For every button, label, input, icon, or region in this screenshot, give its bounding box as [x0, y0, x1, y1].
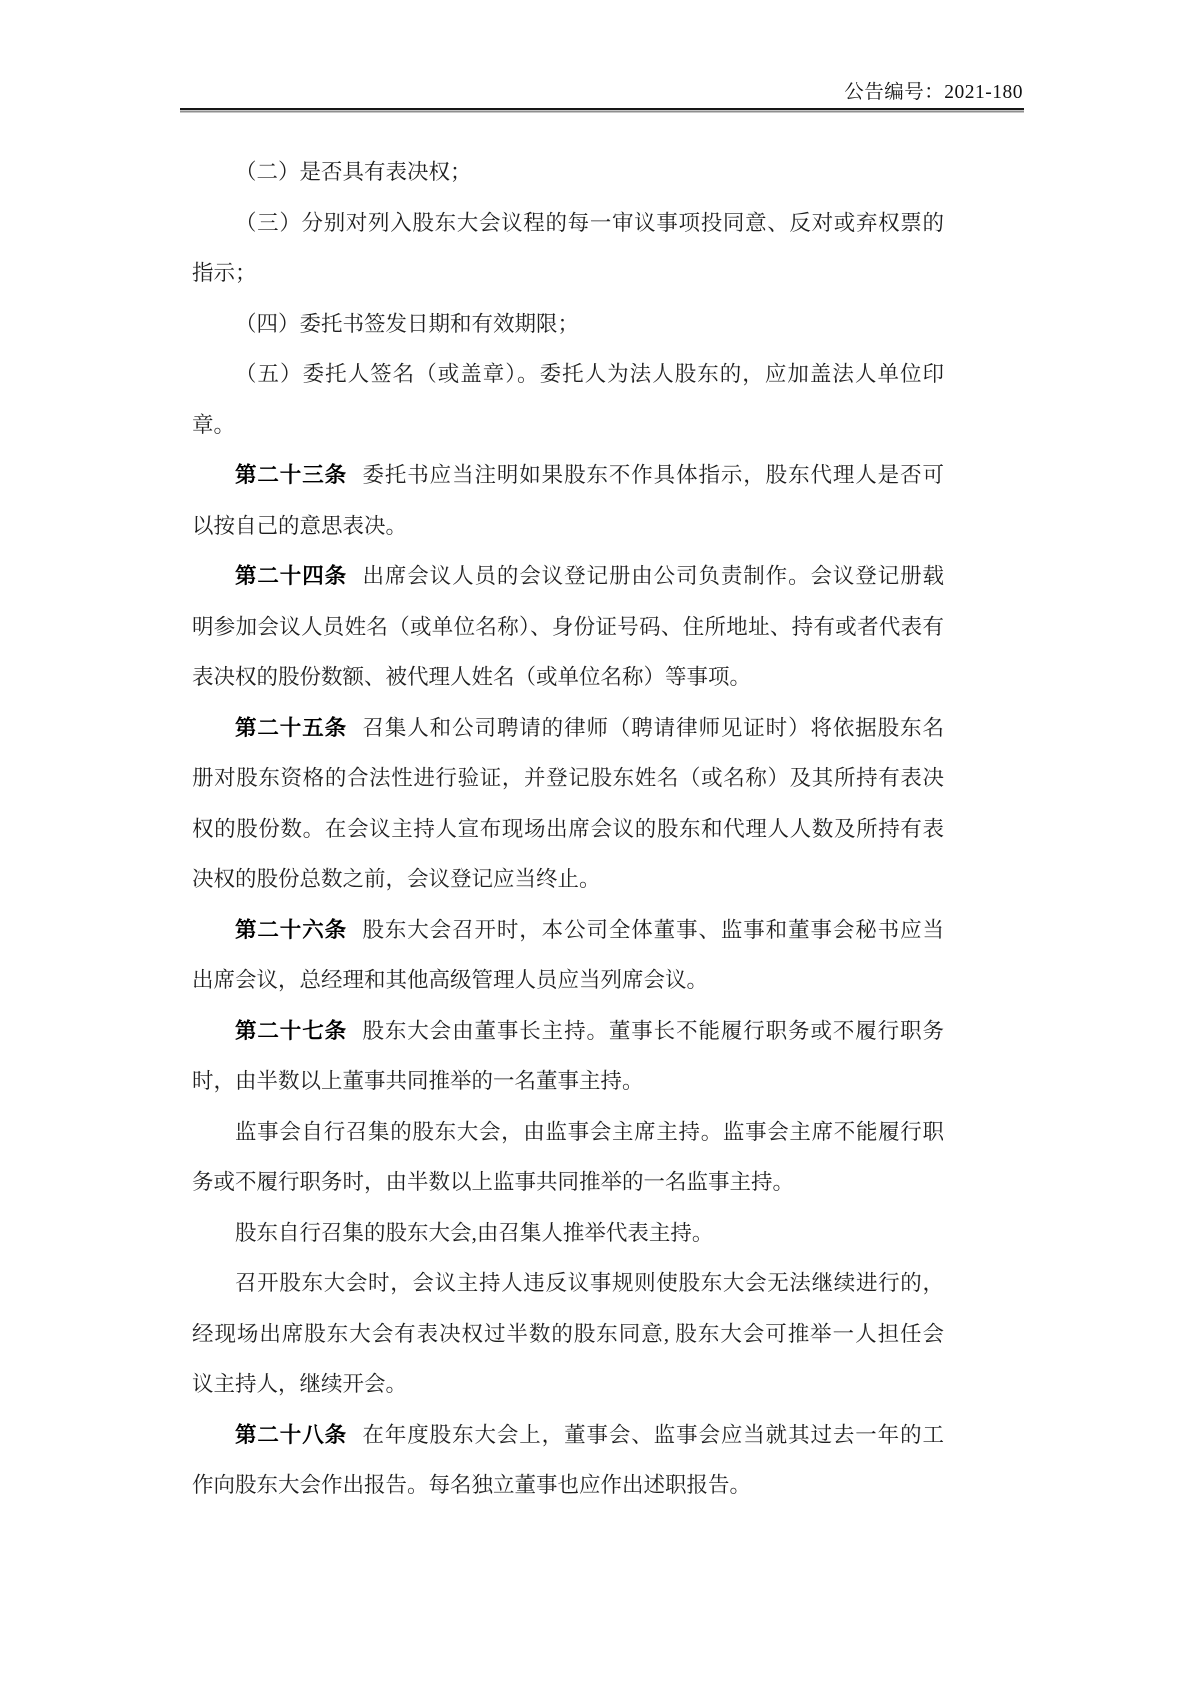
text-line: 时，由半数以上董事共同推举的一名董事主持。	[192, 1069, 644, 1093]
text-line: 权的股份数。在会议主持人宣布现场出席会议的股东和代理人人数及所持有表	[192, 816, 944, 841]
text-line: 第二十三条 委托书应当注明如果股东不作具体指示，股东代理人是否可	[235, 463, 944, 487]
document-body	[192, 147, 944, 1511]
text-line: 第二十四条 出席会议人员的会议登记册由公司负责制作。会议登记册载	[235, 564, 944, 588]
text-line: 章。	[192, 412, 236, 437]
paragraph	[192, 1006, 944, 1107]
article-number: 第二十七条	[235, 1018, 348, 1043]
paragraph	[192, 198, 944, 299]
text-line: 决权的股份总数之前，会议登记应当终止。	[192, 867, 601, 891]
text-line: 第二十八条 在年度股东大会上，董事会、监事会应当就其过去一年的工	[235, 1422, 944, 1447]
announcement-number: 公告编号：2021-180	[844, 82, 1023, 103]
paragraph	[192, 905, 944, 1006]
text-line: 经现场出席股东大会有表决权过半数的股东同意, 股东大会可推举一人担任会	[192, 1321, 944, 1346]
text-line: 股东自行召集的股东大会,由召集人推举代表主持。	[235, 1220, 714, 1245]
paragraph	[192, 703, 944, 905]
text-line: 指示；	[192, 261, 257, 285]
text-line: 监事会自行召集的股东大会，由监事会主席主持。监事会主席不能履行职	[235, 1119, 944, 1144]
text-line: （三）分别对列入股东大会议程的每一审议事项投同意、反对或弃权票的	[235, 210, 944, 235]
text-line: （四）委托书签发日期和有效期限；	[235, 311, 580, 336]
header-divider-rule	[180, 108, 1024, 110]
article-number: 第二十四条	[235, 564, 348, 588]
paragraph	[192, 1410, 944, 1511]
paragraph	[192, 450, 944, 551]
paragraph	[192, 1107, 944, 1208]
paragraph	[192, 299, 944, 350]
text-line: 第二十五条 召集人和公司聘请的律师（聘请律师见证时）将依据股东名	[235, 715, 944, 740]
text-line: 第二十七条 股东大会由董事长主持。董事长不能履行职务或不履行职务	[235, 1018, 944, 1043]
text-line: 议主持人，继续开会。	[192, 1372, 408, 1396]
text-line: 册对股东资格的合法性进行验证，并登记股东姓名（或名称）及其所持有表决	[192, 766, 944, 790]
paragraph	[192, 551, 944, 703]
article-number: 第二十五条	[235, 715, 348, 740]
text-line: 明参加会议人员姓名（或单位名称）、身份证号码、住所地址、持有或者代表有	[192, 614, 944, 639]
text-line: 第二十六条 股东大会召开时，本公司全体董事、监事和董事会秘书应当	[235, 917, 944, 942]
text-line: 召开股东大会时，会议主持人违反议事规则使股东大会无法继续进行的，	[235, 1271, 944, 1295]
paragraph	[192, 1258, 944, 1410]
paragraph	[192, 147, 944, 198]
text-line: 以按自己的意思表决。	[192, 513, 408, 538]
text-line: （二）是否具有表决权；	[235, 160, 472, 184]
article-number: 第二十三条	[235, 463, 348, 487]
article-number: 第二十六条	[235, 917, 348, 942]
text-line: 出席会议，总经理和其他高级管理人员应当列席会议。	[192, 968, 709, 992]
paragraph	[192, 1208, 944, 1259]
paragraph	[192, 349, 944, 450]
text-line: 表决权的股份数额、被代理人姓名（或单位名称）等事项。	[192, 665, 752, 689]
text-line: （五）委托人签名（或盖章）。委托人为法人股东的，应加盖法人单位印	[235, 362, 944, 386]
text-line: 作向股东大会作出报告。每名独立董事也应作出述职报告。	[192, 1473, 752, 1497]
article-number: 第二十八条	[235, 1422, 348, 1447]
text-line: 务或不履行职务时，由半数以上监事共同推举的一名监事主持。	[192, 1170, 795, 1194]
